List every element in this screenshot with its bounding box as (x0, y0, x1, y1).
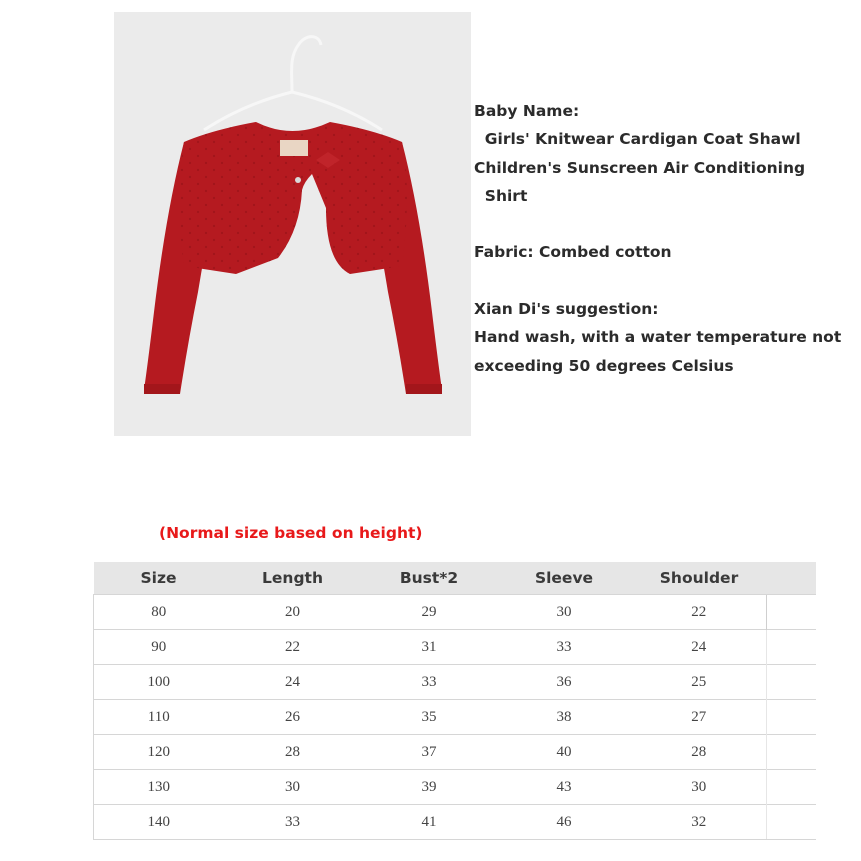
cell-shoulder: 30 (632, 770, 767, 805)
cell-length: 28 (224, 735, 362, 770)
table-row (94, 700, 816, 735)
cell-bust: 33 (362, 665, 497, 700)
cell-spare (767, 595, 816, 630)
cell-length: 30 (224, 770, 362, 805)
cell-sleeve: 38 (497, 700, 632, 735)
cell-sleeve: 33 (497, 630, 632, 665)
cell-length: 26 (224, 700, 362, 735)
table-row (94, 630, 816, 665)
cell-size: 130 (94, 770, 224, 805)
header-bust: Bust*2 (362, 562, 497, 595)
cardigan-illustration (114, 12, 471, 436)
cell-spare (767, 700, 816, 735)
table-row (94, 595, 816, 630)
cell-size: 140 (94, 805, 224, 840)
desc-line-suggestion-title: Xian Di's suggestion: (474, 300, 659, 319)
desc-line-product-name-3: Shirt (474, 186, 528, 205)
cell-size: 90 (94, 630, 224, 665)
cell-size: 80 (94, 595, 224, 630)
cell-bust: 39 (362, 770, 497, 805)
cell-size: 110 (94, 700, 224, 735)
cell-spare (767, 735, 816, 770)
header-size: Size (94, 562, 224, 595)
cell-length: 24 (224, 665, 362, 700)
cell-length: 33 (224, 805, 362, 840)
cell-bust: 41 (362, 805, 497, 840)
cell-bust: 37 (362, 735, 497, 770)
cell-spare (767, 805, 816, 840)
product-description (474, 97, 854, 380)
cell-sleeve: 46 (497, 805, 632, 840)
table-row (94, 805, 816, 840)
desc-line-suggestion-2: exceeding 50 degrees Celsius (474, 356, 734, 375)
cell-spare (767, 630, 816, 665)
desc-gap (474, 267, 854, 295)
cell-spare (767, 665, 816, 700)
header-spare (767, 562, 816, 595)
desc-line-product-name-2: Children's Sunscreen Air Conditioning (474, 158, 806, 177)
cell-length: 22 (224, 630, 362, 665)
header-shoulder: Shoulder (632, 562, 767, 595)
table-row (94, 665, 816, 700)
cell-shoulder: 22 (632, 595, 767, 630)
cell-bust: 31 (362, 630, 497, 665)
cell-bust: 29 (362, 595, 497, 630)
cell-sleeve: 30 (497, 595, 632, 630)
table-header-row (94, 562, 816, 595)
cell-size: 120 (94, 735, 224, 770)
cell-sleeve: 40 (497, 735, 632, 770)
cell-sleeve: 43 (497, 770, 632, 805)
cell-shoulder: 24 (632, 630, 767, 665)
cell-length: 20 (224, 595, 362, 630)
hanger-icon (204, 37, 382, 130)
cell-spare (767, 770, 816, 805)
size-note: (Normal size based on height) (159, 524, 423, 542)
cell-shoulder: 25 (632, 665, 767, 700)
header-sleeve: Sleeve (497, 562, 632, 595)
desc-gap (474, 210, 854, 238)
size-table (93, 562, 816, 840)
header-length: Length (224, 562, 362, 595)
cell-shoulder: 32 (632, 805, 767, 840)
desc-line-baby-name: Baby Name: (474, 102, 580, 120)
cell-shoulder: 28 (632, 735, 767, 770)
desc-line-fabric: Fabric: Combed cotton (474, 243, 672, 262)
cell-size: 100 (94, 665, 224, 700)
cell-sleeve: 36 (497, 665, 632, 700)
table-row (94, 770, 816, 805)
cell-bust: 35 (362, 700, 497, 735)
product-photo (114, 12, 471, 436)
table-row (94, 735, 816, 770)
desc-line-suggestion-1: Hand wash, with a water temperature not (474, 328, 842, 347)
cell-shoulder: 27 (632, 700, 767, 735)
desc-line-product-name-1: Girls' Knitwear Cardigan Coat Shawl (474, 130, 801, 149)
